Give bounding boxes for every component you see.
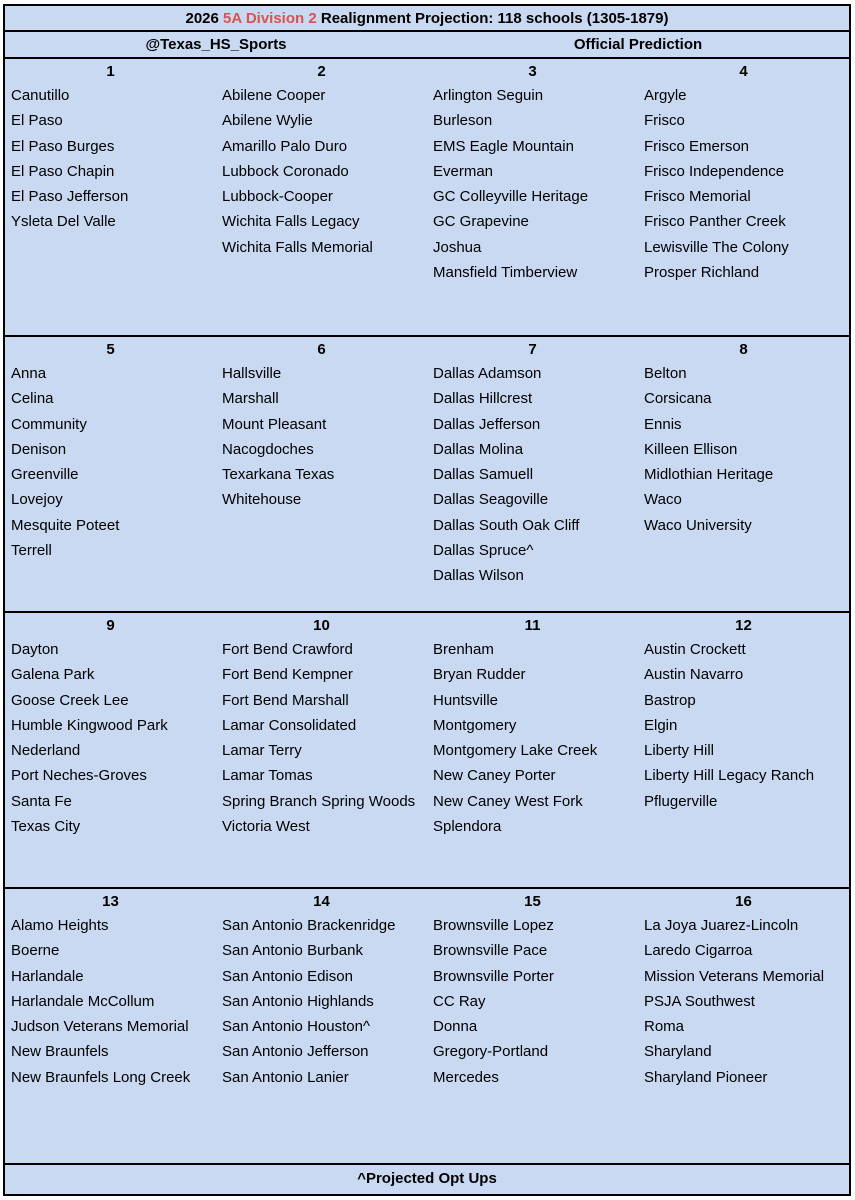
school-name: Sharyland <box>644 1043 712 1061</box>
district-column <box>427 889 638 1163</box>
district-number: 5 <box>106 341 115 358</box>
district-column <box>427 337 638 611</box>
school-name: Mount Pleasant <box>222 415 327 433</box>
school-name: Dallas Molina <box>433 440 524 458</box>
school-name: Bryan Rudder <box>433 666 526 684</box>
school-name: Elgin <box>644 716 678 734</box>
school-name: Mission Veterans Memorial <box>644 967 825 985</box>
district-column <box>427 613 638 887</box>
school-name: Dallas Samuell <box>433 466 534 484</box>
district-row <box>5 59 849 337</box>
school-name: San Antonio Highlands <box>222 992 374 1010</box>
school-name: Abilene Wylie <box>222 112 313 130</box>
school-name: New Braunfels Long Creek <box>11 1068 191 1086</box>
school-name: Abilene Cooper <box>222 87 326 104</box>
district-number: 2 <box>317 63 326 80</box>
school-name: Harlandale <box>11 967 84 985</box>
school-name: Belton <box>644 365 687 382</box>
school-name: Liberty Hill Legacy Ranch <box>644 767 815 785</box>
school-name: GC Grapevine <box>433 213 529 231</box>
district-column <box>427 59 638 335</box>
school-name: Humble Kingwood Park <box>11 716 168 734</box>
school-name: Dallas Hillcrest <box>433 390 533 408</box>
school-name: Dallas Seagoville <box>433 491 549 509</box>
school-name: Austin Crockett <box>644 641 746 658</box>
school-name: San Antonio Lanier <box>222 1068 349 1086</box>
school-name: Frisco Emerson <box>644 137 750 155</box>
author-handle: @Texas_HS_Sports <box>145 36 287 53</box>
school-name: Everman <box>433 162 494 180</box>
school-name: Arlington Seguin <box>433 87 544 104</box>
school-name: El Paso Jefferson <box>11 188 129 206</box>
school-name: Brownsville Porter <box>433 967 554 985</box>
school-name: Boerne <box>11 942 60 960</box>
district-number: 13 <box>102 893 119 910</box>
school-name: Terrell <box>11 542 52 560</box>
school-name: Goose Creek Lee <box>11 691 129 709</box>
school-name: Dallas South Oak Cliff <box>433 516 580 534</box>
school-name: Spring Branch Spring Woods <box>222 792 416 810</box>
school-name: Dallas Adamson <box>433 365 542 382</box>
district-number: 10 <box>313 617 330 634</box>
district-column <box>5 613 216 887</box>
district-column <box>216 613 427 887</box>
school-name: Canutillo <box>11 87 70 104</box>
school-name: Corsicana <box>644 390 712 408</box>
district-column <box>5 337 216 611</box>
school-name: Brownsville Lopez <box>433 917 554 934</box>
school-name: Wichita Falls Memorial <box>222 238 373 256</box>
school-name: El Paso Burges <box>11 137 115 155</box>
school-name: Texas City <box>11 818 81 836</box>
school-name: Montgomery Lake Creek <box>433 742 598 760</box>
district-number: 14 <box>313 893 330 910</box>
school-name: New Caney West Fork <box>433 792 583 810</box>
school-name: Whitehouse <box>222 491 302 509</box>
district-column <box>638 613 849 887</box>
school-name: Pflugerville <box>644 792 718 810</box>
school-name: Dayton <box>11 641 59 658</box>
school-name: Ennis <box>644 415 682 433</box>
school-name: Anna <box>11 365 47 382</box>
school-name: Fort Bend Marshall <box>222 691 349 709</box>
school-name: Joshua <box>433 238 482 256</box>
district-number: 8 <box>739 341 748 358</box>
school-name: New Braunfels <box>11 1043 109 1061</box>
school-name: Laredo Cigarroa <box>644 942 753 960</box>
school-name: Frisco Memorial <box>644 188 751 206</box>
school-name: Waco <box>644 491 682 509</box>
school-name: Amarillo Palo Duro <box>222 137 348 155</box>
school-name: Burleson <box>433 112 493 130</box>
school-name: Dallas Jefferson <box>433 415 541 433</box>
school-name: Texarkana Texas <box>222 466 335 484</box>
school-name: Marshall <box>222 390 279 408</box>
district-column <box>638 337 849 611</box>
school-name: Dallas Spruce^ <box>433 542 534 560</box>
school-name: Prosper Richland <box>644 264 760 282</box>
school-name: Brownsville Pace <box>433 942 548 960</box>
school-name: Brenham <box>433 641 494 658</box>
school-name: San Antonio Burbank <box>222 942 363 960</box>
district-row <box>5 613 849 889</box>
subheader-bar <box>5 32 849 59</box>
school-name: Port Neches-Groves <box>11 767 147 785</box>
school-name: Frisco Panther Creek <box>644 213 786 231</box>
district-number: 1 <box>106 63 115 80</box>
prediction-label: Official Prediction <box>573 36 703 53</box>
district-number: 15 <box>524 893 541 910</box>
district-column <box>216 337 427 611</box>
district-number: 11 <box>524 617 541 634</box>
title-accent: 5A Division 2 <box>223 9 317 27</box>
school-name: Mercedes <box>433 1068 499 1086</box>
school-name: Victoria West <box>222 818 310 836</box>
school-name: Austin Navarro <box>644 666 744 684</box>
district-number: 3 <box>528 63 537 80</box>
school-name: Midlothian Heritage <box>644 466 774 484</box>
school-name: Bastrop <box>644 691 696 709</box>
school-name: Mansfield Timberview <box>433 264 578 282</box>
table-title <box>5 6 849 32</box>
school-name: San Antonio Jefferson <box>222 1043 369 1061</box>
district-column <box>216 889 427 1163</box>
district-column <box>5 889 216 1163</box>
district-row <box>5 889 849 1165</box>
district-column <box>216 59 427 335</box>
school-name: CC Ray <box>433 992 486 1010</box>
district-column <box>5 59 216 335</box>
school-name: New Caney Porter <box>433 767 556 785</box>
school-name: Community <box>11 415 87 433</box>
school-name: El Paso Chapin <box>11 162 115 180</box>
district-number: 4 <box>739 63 748 80</box>
school-name: Fort Bend Kempner <box>222 666 353 684</box>
school-name: Lamar Tomas <box>222 767 313 785</box>
school-name: Denison <box>11 440 67 458</box>
school-name: Nacogdoches <box>222 440 314 458</box>
school-name: Lewisville The Colony <box>644 238 789 256</box>
school-name: GC Colleyville Heritage <box>433 188 589 206</box>
school-name: Hallsville <box>222 365 282 382</box>
district-grid <box>5 59 849 1165</box>
school-name: El Paso <box>11 112 63 130</box>
school-name: Mesquite Poteet <box>11 516 120 534</box>
school-name: Frisco <box>644 112 685 130</box>
school-name: Argyle <box>644 87 687 104</box>
school-name: La Joya Juarez-Lincoln <box>644 917 799 934</box>
school-name: Waco University <box>644 516 752 534</box>
title-prefix: 2026 <box>185 9 224 27</box>
school-name: Lubbock-Cooper <box>222 188 333 206</box>
school-name: Gregory-Portland <box>433 1043 549 1061</box>
school-name: EMS Eagle Mountain <box>433 137 574 155</box>
school-name: Splendora <box>433 818 502 836</box>
school-name: Lamar Consolidated <box>222 716 357 734</box>
school-name: Santa Fe <box>11 792 72 810</box>
school-name: Celina <box>11 390 54 408</box>
school-name: Roma <box>644 1018 685 1036</box>
district-number: 7 <box>528 341 537 358</box>
school-name: Lovejoy <box>11 491 63 509</box>
school-name: Sharyland Pioneer <box>644 1068 768 1086</box>
school-name: Galena Park <box>11 666 95 684</box>
school-name: Fort Bend Crawford <box>222 641 353 658</box>
school-name: Lubbock Coronado <box>222 162 349 180</box>
school-name: Lamar Terry <box>222 742 302 760</box>
district-row <box>5 337 849 613</box>
footnote: ^Projected Opt Ups <box>357 1169 497 1187</box>
school-name: Judson Veterans Memorial <box>11 1018 189 1036</box>
district-number: 6 <box>317 341 326 358</box>
school-name: Donna <box>433 1018 478 1036</box>
title-suffix: Realignment Projection: 118 schools (1305-1879) <box>316 9 669 27</box>
school-name: Greenville <box>11 466 79 484</box>
school-name: Nederland <box>11 742 81 760</box>
school-name: Liberty Hill <box>644 742 715 760</box>
school-name: Montgomery <box>433 716 517 734</box>
district-number: 12 <box>735 617 752 634</box>
district-column <box>638 889 849 1163</box>
school-name: Killeen Ellison <box>644 440 738 458</box>
district-number: 16 <box>735 893 752 910</box>
school-name: Dallas Wilson <box>433 567 524 585</box>
district-number: 9 <box>106 617 115 634</box>
school-name: Harlandale McCollum <box>11 992 155 1010</box>
school-name: PSJA Southwest <box>644 992 755 1010</box>
school-name: Frisco Independence <box>644 162 785 180</box>
school-name: San Antonio Brackenridge <box>222 917 396 934</box>
school-name: San Antonio Edison <box>222 967 353 985</box>
school-name: Alamo Heights <box>11 917 109 934</box>
school-name: Ysleta Del Valle <box>11 213 116 231</box>
district-column <box>638 59 849 335</box>
school-name: Wichita Falls Legacy <box>222 213 360 231</box>
realignment-table <box>3 4 851 1196</box>
school-name: Huntsville <box>433 691 499 709</box>
school-name: San Antonio Houston^ <box>222 1018 370 1036</box>
